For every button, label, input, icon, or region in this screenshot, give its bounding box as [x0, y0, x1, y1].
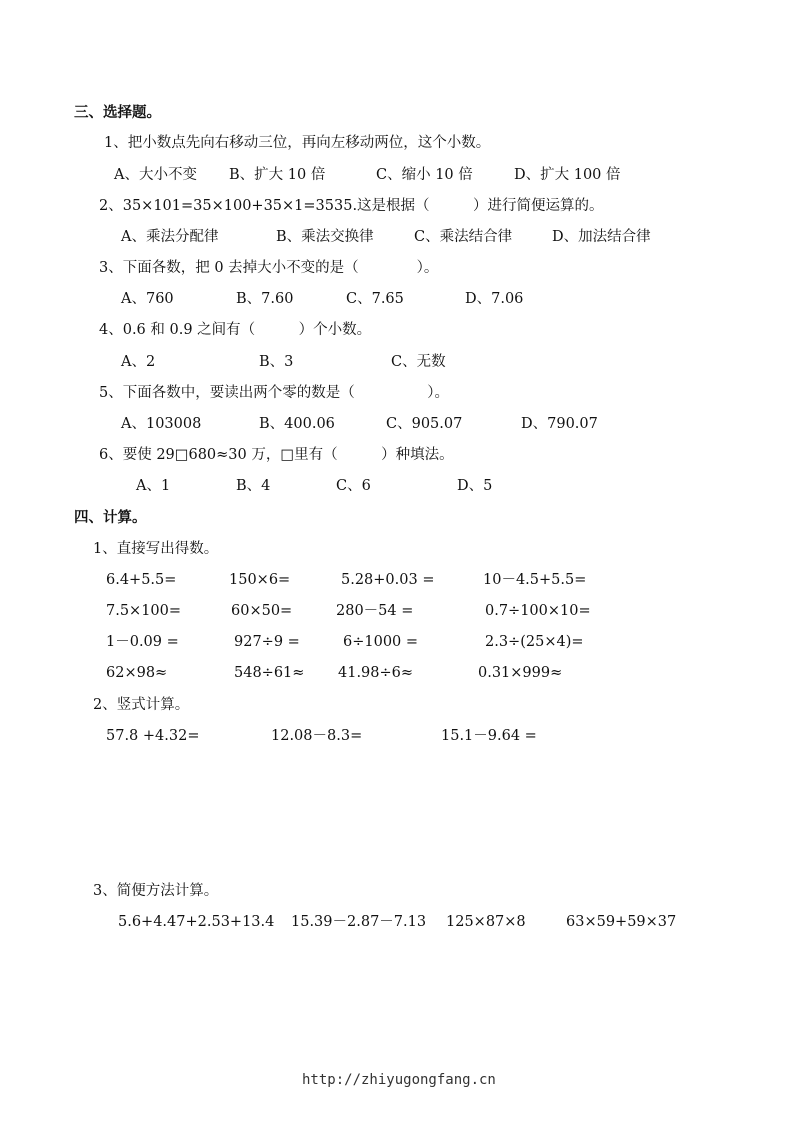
question-stem: 2、35×101=35×100+35×1=3535.这是根据（ ）进行简便运算的。	[99, 198, 604, 214]
oral-item: 0.7÷100×10=	[485, 603, 591, 619]
option-c: C、乘法结合律	[414, 229, 513, 245]
oral-item: 548÷61≈	[234, 665, 305, 681]
option-b: B、7.60	[236, 291, 294, 307]
vertical-calc-item: 12.08－8.3=	[271, 728, 363, 744]
option-d: D、7.06	[465, 291, 524, 307]
option-b: B、400.06	[259, 416, 335, 432]
simplify-item: 15.39－2.87－7.13	[291, 914, 427, 930]
section-title-calc: 四、计算。	[74, 510, 147, 526]
simplify-item: 63×59+59×37	[566, 914, 677, 930]
simplify-item: 5.6+4.47+2.53+13.4	[118, 914, 275, 930]
footer-url: http://zhiyugongfang.cn	[302, 1072, 496, 1088]
oral-item: 7.5×100=	[106, 603, 182, 619]
part-label: 2、竖式计算。	[93, 697, 190, 713]
oral-item: 150×6=	[229, 572, 291, 588]
oral-item: 10－4.5+5.5=	[483, 572, 587, 588]
question-stem: 6、要使 29□680≈30 万，□里有（ ）种填法。	[99, 447, 454, 463]
option-a: A、大小不变	[114, 167, 197, 183]
oral-item: 5.28+0.03 =	[341, 572, 435, 588]
option-c: C、缩小 10 倍	[376, 167, 473, 183]
part-label: 1、直接写出得数。	[93, 541, 219, 557]
section-title-choice: 三、选择题。	[74, 105, 161, 121]
option-c: C、无数	[391, 354, 446, 370]
option-d: D、扩大 100 倍	[514, 167, 621, 183]
oral-item: 62×98≈	[106, 665, 168, 681]
option-d: D、5	[457, 478, 493, 494]
option-a: A、乘法分配律	[121, 229, 219, 245]
vertical-calc-item: 15.1－9.64 =	[441, 728, 537, 744]
oral-item: 1－0.09 =	[106, 634, 179, 650]
option-b: B、扩大 10 倍	[229, 167, 326, 183]
option-c: C、6	[336, 478, 371, 494]
question-stem: 3、下面各数，把 0 去掉大小不变的是（ ）。	[99, 260, 439, 276]
option-a: A、103008	[121, 416, 202, 432]
simplify-item: 125×87×8	[446, 914, 526, 930]
option-c: C、7.65	[346, 291, 404, 307]
oral-item: 2.3÷(25×4)=	[485, 634, 584, 650]
oral-item: 0.31×999≈	[478, 665, 563, 681]
question-stem: 4、0.6 和 0.9 之间有（ ）个小数。	[99, 322, 372, 338]
option-d: D、加法结合律	[552, 229, 651, 245]
option-c: C、905.07	[386, 416, 463, 432]
option-b: B、4	[236, 478, 271, 494]
question-stem: 5、下面各数中，要读出两个零的数是（ ）。	[99, 385, 449, 401]
option-d: D、790.07	[521, 416, 598, 432]
option-b: B、乘法交换律	[276, 229, 374, 245]
vertical-calc-item: 57.8 +4.32=	[106, 728, 200, 744]
option-a: A、760	[121, 291, 174, 307]
oral-item: 41.98÷6≈	[338, 665, 414, 681]
oral-item: 6÷1000 =	[343, 634, 419, 650]
option-a: A、1	[136, 478, 171, 494]
oral-item: 6.4+5.5=	[106, 572, 177, 588]
oral-item: 280－54 =	[336, 603, 414, 619]
option-b: B、3	[259, 354, 294, 370]
oral-item: 60×50=	[231, 603, 293, 619]
oral-item: 927÷9 =	[234, 634, 300, 650]
question-stem: 1、把小数点先向右移动三位，再向左移动两位，这个小数。	[104, 135, 491, 151]
part-label: 3、简便方法计算。	[93, 883, 219, 899]
option-a: A、2	[121, 354, 156, 370]
